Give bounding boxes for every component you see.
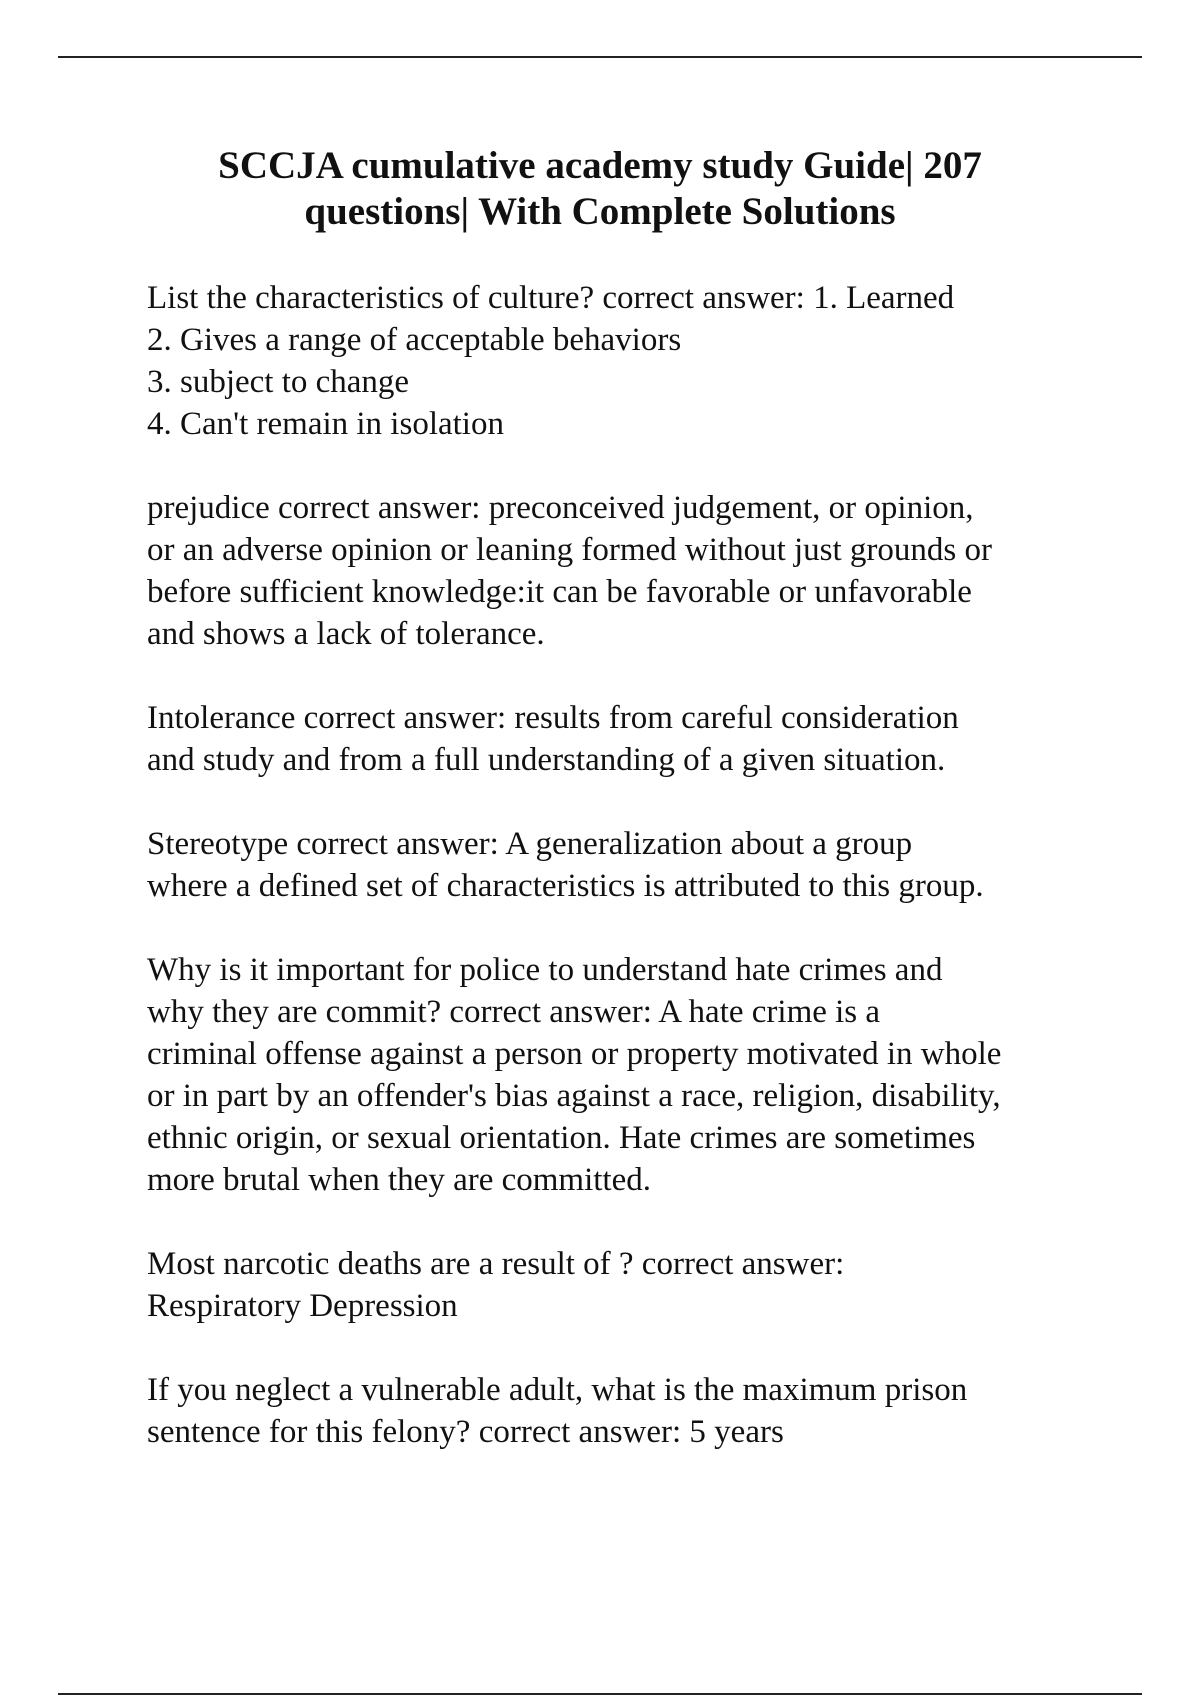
- qa-list: [147, 277, 1107, 1495]
- qa-entry-intolerance: Intolerance correct answer: results from careful consideration and study and from a full understanding of a given situation.: [147, 700, 959, 778]
- bottom-divider: [58, 1693, 1142, 1695]
- qa-entry-narcotic-deaths: Most narcotic deaths are a result of ? correct answer: Respiratory Depression: [147, 1246, 845, 1324]
- title-line-2: questions| With Complete Solutions: [304, 190, 896, 233]
- title-line-1: SCCJA cumulative academy study Guide| 207: [218, 144, 982, 187]
- qa-entry-prejudice: prejudice correct answer: preconceived judgement, or opinion, or an adverse opinion or leaning formed without just grounds or before sufficient knowledge:it can be favorable or unfavorable and shows a lack of tolerance.: [147, 490, 992, 652]
- qa-entry-hate-crimes: Why is it important for police to understand hate crimes and why they are commit? correct answer: A hate crime is a criminal offense against a person or property motivated in whole or in part by an offender's bias against a race, religion, disability, ethnic origin, or sexual orientation. Hate crimes are sometimes more brutal when they are committed.: [147, 952, 1002, 1198]
- qa-entry-stereotype: Stereotype correct answer: A generalization about a group where a defined set of characteristics is attributed to this group.: [147, 826, 984, 904]
- qa-entry-culture: List the characteristics of culture? correct answer: 1. Learned 2. Gives a range of acceptable behaviors 3. subject to change 4. Can't remain in isolation: [147, 280, 955, 442]
- qa-entry-vulnerable-adult: If you neglect a vulnerable adult, what is the maximum prison sentence for this felony? correct answer: 5 years: [147, 1372, 968, 1450]
- top-divider: [58, 56, 1142, 58]
- document-title: [150, 143, 1050, 235]
